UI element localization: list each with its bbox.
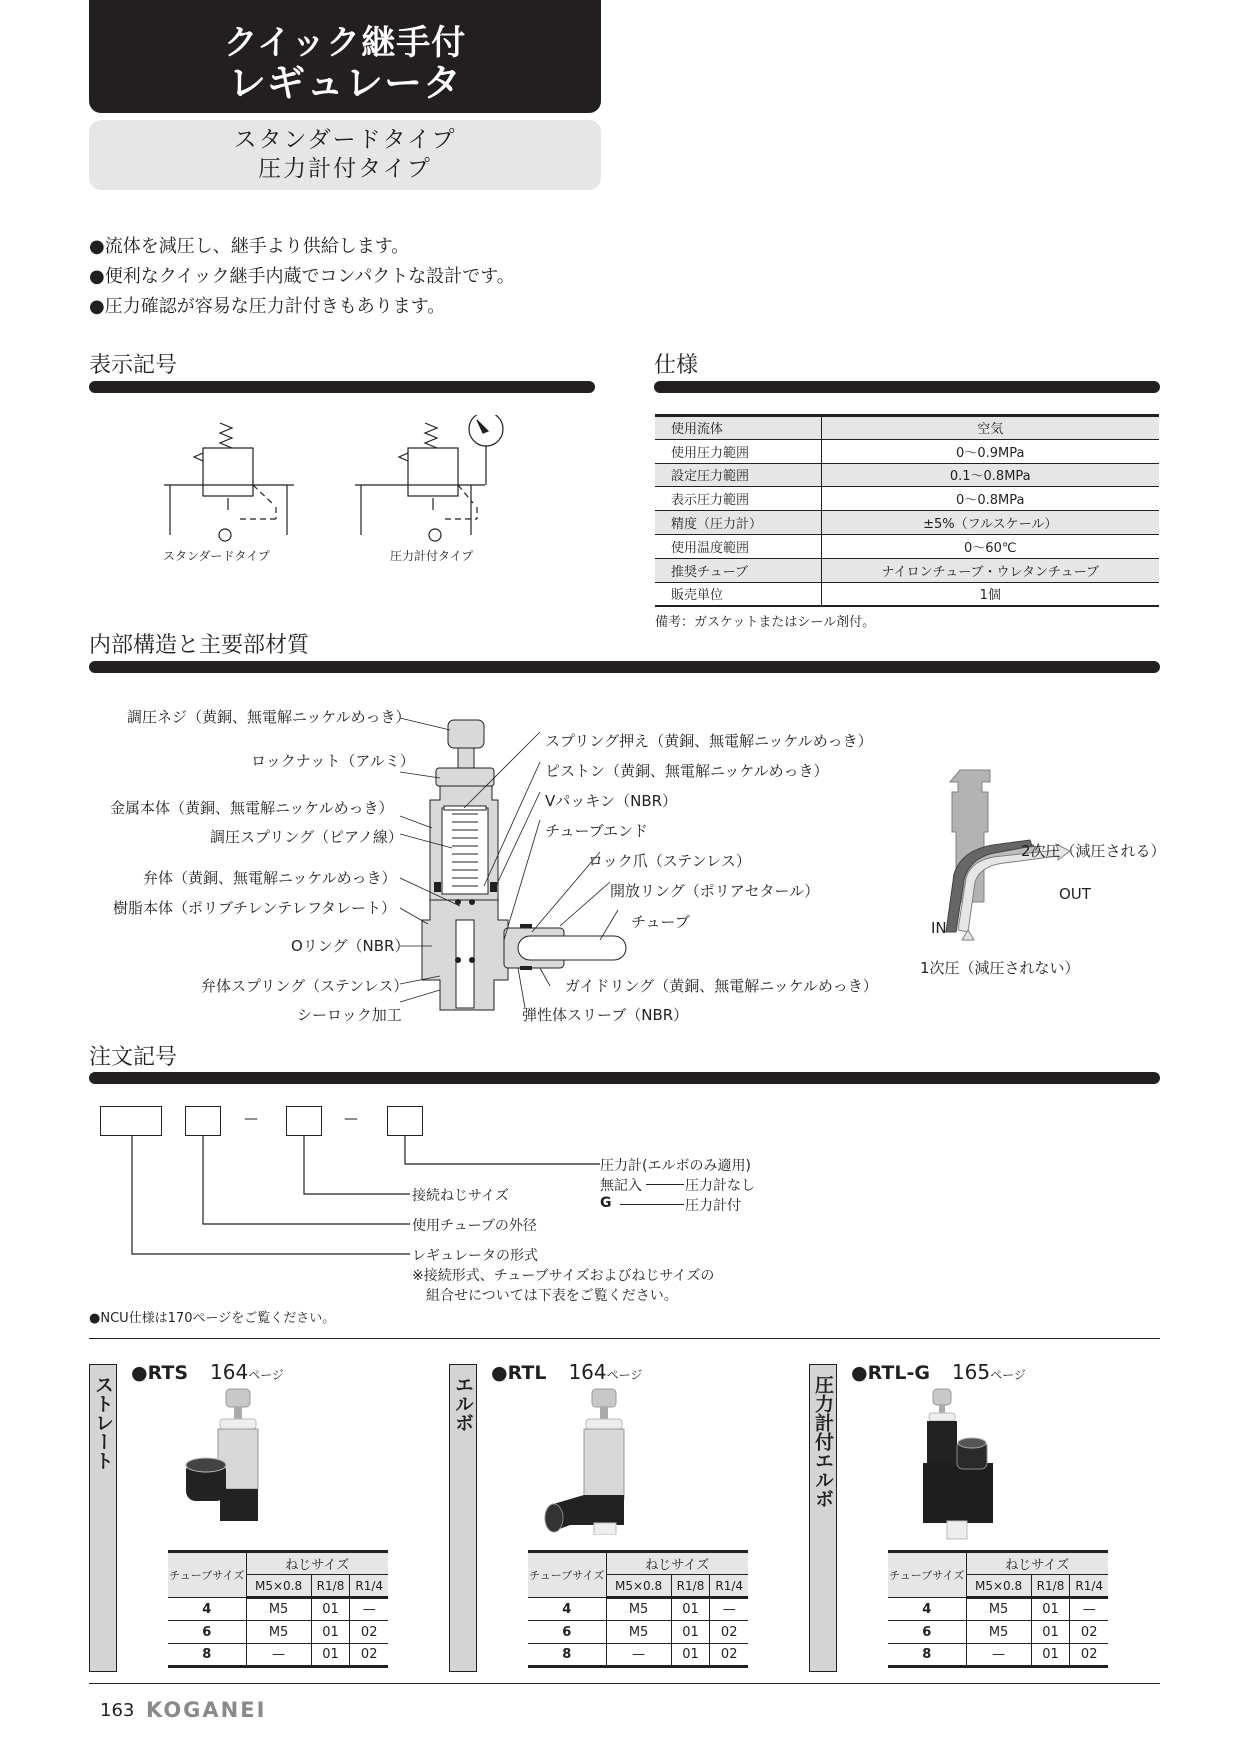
order-code-leader-lines: [100, 1136, 620, 1266]
order-gauge-g-code: G: [600, 1195, 612, 1211]
spec-heading: 仕様: [654, 353, 699, 378]
spec-table: [655, 414, 1159, 607]
title-line-2: レギュレータ: [227, 61, 462, 105]
table-cell: M5: [606, 1598, 671, 1621]
structure-heading: 内部構造と主要部材質: [89, 633, 310, 658]
subtitle-line-1: スタンダードタイプ: [233, 127, 457, 153]
spec-value: 0〜60℃: [821, 534, 1159, 558]
symbols-heading: 表示記号: [89, 353, 178, 378]
tube-size: 4: [528, 1598, 606, 1621]
order-code-separator: —: [244, 1111, 258, 1127]
part-label: 樹脂本体（ポリブチレンテレフタレート）: [113, 899, 396, 917]
order-code-gauge-box: [387, 1106, 423, 1136]
table-cell: 01: [671, 1644, 710, 1667]
part-label: ガイドリング（黄銅、無電解ニッケルめっき）: [565, 977, 878, 995]
order-code-model-box: [100, 1106, 162, 1136]
spec-note: 備考：ガスケットまたはシール剤付。: [655, 615, 876, 630]
tube-size: 6: [528, 1621, 606, 1644]
table-row: [528, 1644, 748, 1667]
table-cell: M5: [246, 1598, 311, 1621]
order-gauge-none-desc: 圧力計なし: [685, 1178, 755, 1194]
order-code-thread-box: [286, 1106, 322, 1136]
part-label: チューブ: [631, 913, 690, 931]
spec-row: [655, 534, 1159, 558]
table-row: [168, 1598, 388, 1621]
footer-rule: [89, 1683, 1160, 1684]
spec-key: 精度（圧力計）: [655, 511, 821, 535]
table-cell: 02: [350, 1644, 388, 1667]
column-header: R1/4: [1070, 1575, 1108, 1598]
option-dash: [620, 1204, 684, 1205]
thread-table: [888, 1550, 1108, 1668]
column-header: M5×0.8: [606, 1575, 671, 1598]
regulator-symbol-standard: [164, 423, 294, 535]
table-cell: —: [350, 1598, 388, 1621]
ncu-note: ●NCU仕様は170ページをご覧ください。: [89, 1311, 336, 1326]
product-page: 164: [210, 1360, 249, 1384]
table-cell: 01: [1031, 1644, 1070, 1667]
feature-item: ● 圧力確認が容易な圧力計付きもあります。: [89, 292, 515, 322]
lock-nut: [436, 768, 494, 786]
page-suffix: ページ: [248, 1368, 284, 1382]
brand-logo: KOGANEI: [146, 1698, 267, 1722]
tube-size: 4: [888, 1598, 966, 1621]
page-number: 163: [100, 1700, 135, 1721]
tube-size: 6: [888, 1621, 966, 1644]
order-code-tube-box: [185, 1106, 221, 1136]
tube-size: 6: [168, 1621, 246, 1644]
spec-key: 推奨チューブ: [655, 558, 821, 582]
thread-size-header: ねじサイズ: [606, 1552, 748, 1575]
product-photo-rts: [180, 1385, 300, 1530]
flow-label-primary: 1次圧（減圧されない）: [920, 959, 1080, 977]
subtitle-block: [89, 120, 601, 190]
spec-key: 使用流体: [655, 416, 821, 440]
table-cell: 01: [671, 1598, 710, 1621]
symbol-label-gauge: 圧力計付タイプ: [390, 549, 474, 563]
spec-value: 1個: [821, 582, 1159, 606]
page-title-block: [89, 0, 601, 113]
spec-row: [655, 416, 1159, 440]
product-photo-rtl-g: [895, 1385, 1015, 1545]
product-model: RTL-G: [867, 1362, 930, 1384]
table-cell: —: [710, 1598, 748, 1621]
table-cell: —: [246, 1644, 311, 1667]
column-header: R1/8: [311, 1575, 350, 1598]
table-cell: M5: [966, 1621, 1031, 1644]
section-divider: [89, 661, 1160, 673]
part-label: ピストン（黄銅、無電解ニッケルめっき）: [545, 762, 829, 780]
product-tab-gauge-elbow: 圧力計付エルボ: [809, 1364, 837, 1672]
table-cell: M5: [606, 1621, 671, 1644]
part-label: スプリング押え（黄銅、無電解ニッケルめっき）: [545, 732, 873, 750]
table-row: [168, 1621, 388, 1644]
tube-size-header: チューブサイズ: [528, 1552, 606, 1598]
table-row: [168, 1644, 388, 1667]
adjust-screw: [448, 720, 484, 748]
table-cell: M5: [966, 1598, 1031, 1621]
spec-value: 0.1〜0.8MPa: [821, 463, 1159, 487]
column-header: M5×0.8: [246, 1575, 311, 1598]
page-suffix: ページ: [990, 1368, 1026, 1382]
order-gauge-none-code: 無記入: [600, 1178, 642, 1194]
spec-value: ナイロンチューブ・ウレタンチューブ: [821, 558, 1159, 582]
port-circle-icon: [429, 529, 441, 541]
part-label: 弁体（黄銅、無電解ニッケルめっき）: [143, 869, 397, 887]
tube-size: 8: [168, 1644, 246, 1667]
spec-row: [655, 558, 1159, 582]
order-model-note: 組合せについては下表をご覧ください。: [426, 1288, 678, 1304]
order-model-label: レギュレータの形式: [412, 1248, 538, 1264]
column-header: R1/8: [671, 1575, 710, 1598]
spec-key: 使用温度範囲: [655, 534, 821, 558]
spec-row: [655, 511, 1159, 535]
spec-key: 使用圧力範囲: [655, 439, 821, 463]
feature-item: ● 流体を減圧し、継手より供給します。: [89, 232, 515, 262]
regulator-symbol-gauge: [355, 415, 503, 535]
thread-table: [168, 1550, 388, 1668]
table-row: [888, 1621, 1108, 1644]
column-header: R1/4: [710, 1575, 748, 1598]
part-label: 弾性体スリーブ（NBR）: [522, 1006, 689, 1024]
spec-value: ±5%（フルスケール）: [821, 511, 1159, 535]
symbol-label-standard: スタンダードタイプ: [163, 549, 270, 563]
table-cell: 01: [311, 1598, 350, 1621]
product-title: ●RTL-G 165ページ: [851, 1360, 1026, 1384]
part-label: チューブエンド: [545, 822, 649, 840]
tube-size: 8: [528, 1644, 606, 1667]
tube: [518, 936, 626, 960]
spec-row: [655, 463, 1159, 487]
spec-value: 空気: [821, 416, 1159, 440]
order-model-note: ※接続形式、チューブサイズおよびねじサイズの: [412, 1268, 715, 1284]
table-row: [528, 1621, 748, 1644]
tube-size-header: チューブサイズ: [888, 1552, 966, 1598]
part-label: 調圧スプリング（ピアノ線）: [210, 828, 403, 846]
part-label: 調圧ネジ（黄銅、無電解ニッケルめっき）: [127, 708, 411, 726]
part-label: Oリング（NBR）: [291, 937, 410, 955]
table-cell: 01: [311, 1644, 350, 1667]
table-row: [888, 1644, 1108, 1667]
table-cell: 02: [710, 1644, 748, 1667]
part-label: 開放リング（ポリアセタール）: [610, 882, 820, 900]
part-label: 弁体スプリング（ステンレス）: [201, 977, 409, 995]
product-model: RTL: [507, 1362, 547, 1384]
feature-item: ● 便利なクイック継手内蔵でコンパクトな設計です。: [89, 262, 515, 292]
order-heading: 注文記号: [89, 1045, 178, 1070]
spec-row: [655, 582, 1159, 606]
symbol-ports: [210, 525, 530, 545]
section-divider: [89, 1072, 1160, 1084]
spec-row: [655, 439, 1159, 463]
product-model: RTS: [147, 1362, 189, 1384]
flow-label-out: OUT: [1059, 885, 1091, 903]
order-tube-od-label: 使用チューブの外径: [412, 1218, 537, 1234]
spec-key: 表示圧力範囲: [655, 487, 821, 511]
order-gauge-heading: 圧力計(エルボのみ適用): [600, 1158, 751, 1174]
ncu-note-text: NCU仕様は170ページをご覧ください。: [100, 1311, 336, 1326]
table-cell: —: [966, 1644, 1031, 1667]
tube-size-header: チューブサイズ: [168, 1552, 246, 1598]
table-cell: 02: [350, 1621, 388, 1644]
table-cell: 02: [1070, 1621, 1108, 1644]
product-photo-rtl: [540, 1385, 660, 1535]
thread-table: [528, 1550, 748, 1668]
part-label: シーロック加工: [297, 1006, 402, 1024]
part-label: 金属本体（黄銅、無電解ニッケルめっき）: [110, 799, 394, 817]
flow-label-in: IN: [931, 919, 947, 937]
flow-label-secondary: 2次圧（減圧される）: [1021, 842, 1166, 860]
spec-value: 0〜0.8MPa: [821, 487, 1159, 511]
spec-key: 販売単位: [655, 582, 821, 606]
spec-key: 設定圧力範囲: [655, 463, 821, 487]
part-label: ロック爪（ステンレス）: [588, 852, 751, 870]
product-title: ●RTS 164ページ: [131, 1360, 284, 1384]
tube-size: 8: [888, 1644, 966, 1667]
port-circle-icon: [219, 529, 231, 541]
column-header: M5×0.8: [966, 1575, 1031, 1598]
table-row: [528, 1598, 748, 1621]
pneumatic-symbols: [150, 415, 530, 535]
part-label: Vパッキン（NBR）: [545, 792, 678, 810]
table-cell: 01: [1031, 1621, 1070, 1644]
spec-row: [655, 487, 1159, 511]
column-header: R1/4: [350, 1575, 388, 1598]
order-code-separator: —: [344, 1111, 358, 1127]
product-page: 164: [568, 1360, 607, 1384]
part-label: ロックナット（アルミ）: [251, 752, 415, 770]
option-dash: [646, 1184, 684, 1185]
column-header: R1/8: [1031, 1575, 1070, 1598]
title-line-1: クイック継手付: [223, 23, 467, 63]
thread-size-header: ねじサイズ: [246, 1552, 388, 1575]
table-cell: 01: [671, 1621, 710, 1644]
section-divider: [89, 381, 595, 393]
spec-value: 0〜0.9MPa: [821, 439, 1159, 463]
table-row: [888, 1598, 1108, 1621]
product-title: ●RTL 164ページ: [491, 1360, 643, 1384]
section-divider: [654, 381, 1160, 393]
order-gauge-g-desc: 圧力計付: [685, 1198, 741, 1214]
order-thread-size-label: 接続ねじサイズ: [412, 1188, 509, 1204]
table-cell: M5: [246, 1621, 311, 1644]
table-cell: —: [606, 1644, 671, 1667]
product-page: 165: [951, 1360, 991, 1384]
page-suffix: ページ: [606, 1368, 643, 1382]
subtitle-line-2: 圧力計付タイプ: [258, 156, 432, 182]
tube-size: 4: [168, 1598, 246, 1621]
table-cell: —: [1070, 1598, 1108, 1621]
table-cell: 01: [1031, 1598, 1070, 1621]
table-cell: 02: [1070, 1644, 1108, 1667]
table-cell: 01: [311, 1621, 350, 1644]
product-tab-straight: ストレート: [89, 1364, 117, 1672]
thread-size-header: ねじサイズ: [966, 1552, 1108, 1575]
table-cell: 02: [710, 1621, 748, 1644]
product-tab-elbow: エルボ: [449, 1364, 477, 1672]
horizontal-rule: [89, 1338, 1160, 1339]
feature-list: [89, 232, 515, 322]
